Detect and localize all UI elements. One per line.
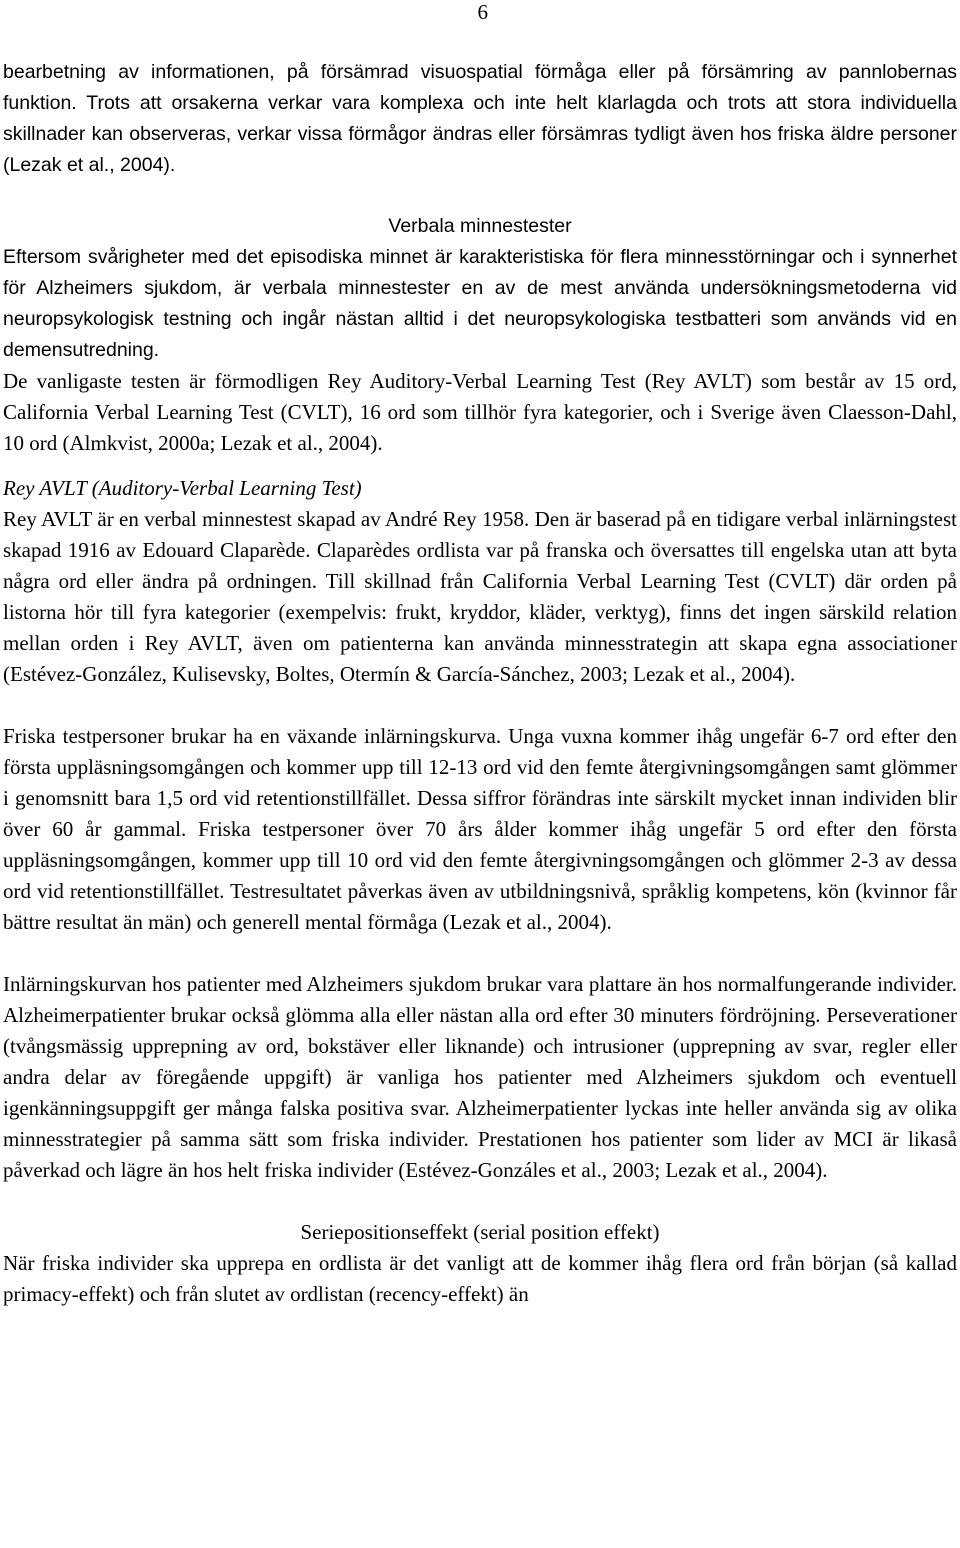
spacer xyxy=(3,181,957,211)
spacer xyxy=(3,690,957,721)
intro-paragraph: bearbetning av informationen, på försämrad visuospatial förmåga eller på försämring av pannlobernas funktion. Trots att orsakerna verkar vara komplexa och inte helt klarlagda och trots att stora individuella skillnader kan observeras, verkar vissa förmågor ändras eller försämras tydligt även hos friska äldre personer (Lezak et al., 2004). xyxy=(3,61,957,176)
avlt-paragraph-1: Rey AVLT är en verbal minnestest skapad av André Rey 1958. Den är baserad på en tidigare verbal inlärningstest skapad 1916 av Edouard Claparède. Claparèdes ordlista var på franska och översattes till engelska utan att byta några ord eller ändra på ordningen. Till skillnad från California Verbal Learning Test (CVLT) där orden på listorna hör till fyra kategorier (exempelvis: frukt, kryddor, kläder, verktyg), finns det ingen särskild relation mellan orden i Rey AVLT, även om patienterna kan använda minnesstrategin att skapa egna associationer (Estévez-González, Kulisevsky, Boltes, Otermín & García-Sánchez, 2003; Lezak et al., 2004). xyxy=(3,507,957,686)
serial-paragraph-1: När friska individer ska upprepa en ordlista är det vanligt att de kommer ihåg flera ord från början (så kallad primacy-effekt) och från slutet av ordlistan (recency-effekt) än xyxy=(3,1251,957,1306)
section-heading-verbala-minnestester: Verbala minnestester xyxy=(388,215,572,237)
spacer xyxy=(3,1186,957,1217)
spacer xyxy=(3,938,957,969)
document-body xyxy=(3,57,957,1310)
section-heading-seriepositionseffekt: Seriepositionseffekt (serial position effekt) xyxy=(300,1220,660,1244)
avlt-paragraph-2: Friska testpersoner brukar ha en växande inlärningskurva. Unga vuxna kommer ihåg ungefär 6-7 ord efter den första uppläsningsomgången och kommer upp till 12-13 ord vid den femte återgivningsomgången samt glömmer i genomsnitt bara 1,5 ord vid retentionstillfället. Dessa siffror förändras inte särskilt mycket innan individen blir över 60 år gammal. Friska testpersoner över 70 års ålder kommer ihåg ungefär 5 ord efter den första uppläsningsomgången, kommer upp till 10 ord vid den femte återgivningsomgången och glömmer 2-3 av dessa ord vid retentionstillfället. Testresultatet påverkas även av utbildningsnivå, språklig kompetens, kön (kvinnor får bättre resultat än män) och generell mental förmåga (Lezak et al., 2004). xyxy=(3,724,957,934)
verbal-paragraph-1: Eftersom svårigheter med det episodiska minnet är karakteristiska för flera minnesstörningar och i synnerhet för Alzheimers sjukdom, är verbala minnestester en av de mest använda undersökningsmetoderna vid neuropsykologisk testning och ingår nästan alltid i det neuropsykologiska testbatteri som används vid en demensutredning. xyxy=(3,246,957,361)
verbal-paragraph-2: De vanligaste testen är förmodligen Rey Auditory-Verbal Learning Test (Rey AVLT) som består av 15 ord, California Verbal Learning Test (CVLT), 16 ord som tillhör fyra kategorier, och i Sverige även Claesson-Dahl, 10 ord (Almkvist, 2000a; Lezak et al., 2004). xyxy=(3,369,957,455)
page-number: 6 xyxy=(477,0,488,24)
avlt-paragraph-3: Inlärningskurvan hos patienter med Alzheimers sjukdom brukar vara plattare än hos normalfungerande individer. Alzheimerpatienter brukar också glömma alla eller nästan alla ord efter 30 minuters fördröjning. Perseverationer (tvångsmässig upprepning av ord, bokstäver eller liknande) och intrusioner (upprepning av svar, regler eller andra delar av föregående uppgift) är vanliga hos patienter med Alzheimers sjukdom och eventuell igenkänningsuppgift ger många falska positiva svar. Alzheimerpatienter lyckas inte heller använda sig av olika minnesstrategier på samma sätt som friska individer. Prestationen hos patienter som lider av MCI är likaså påverkad och lägre än hos helt friska individer (Estévez-Gonzáles et al., 2003; Lezak et al., 2004). xyxy=(3,972,957,1182)
spacer xyxy=(3,459,957,473)
section-heading-rey-avlt: Rey AVLT (Auditory-Verbal Learning Test) xyxy=(3,476,362,500)
